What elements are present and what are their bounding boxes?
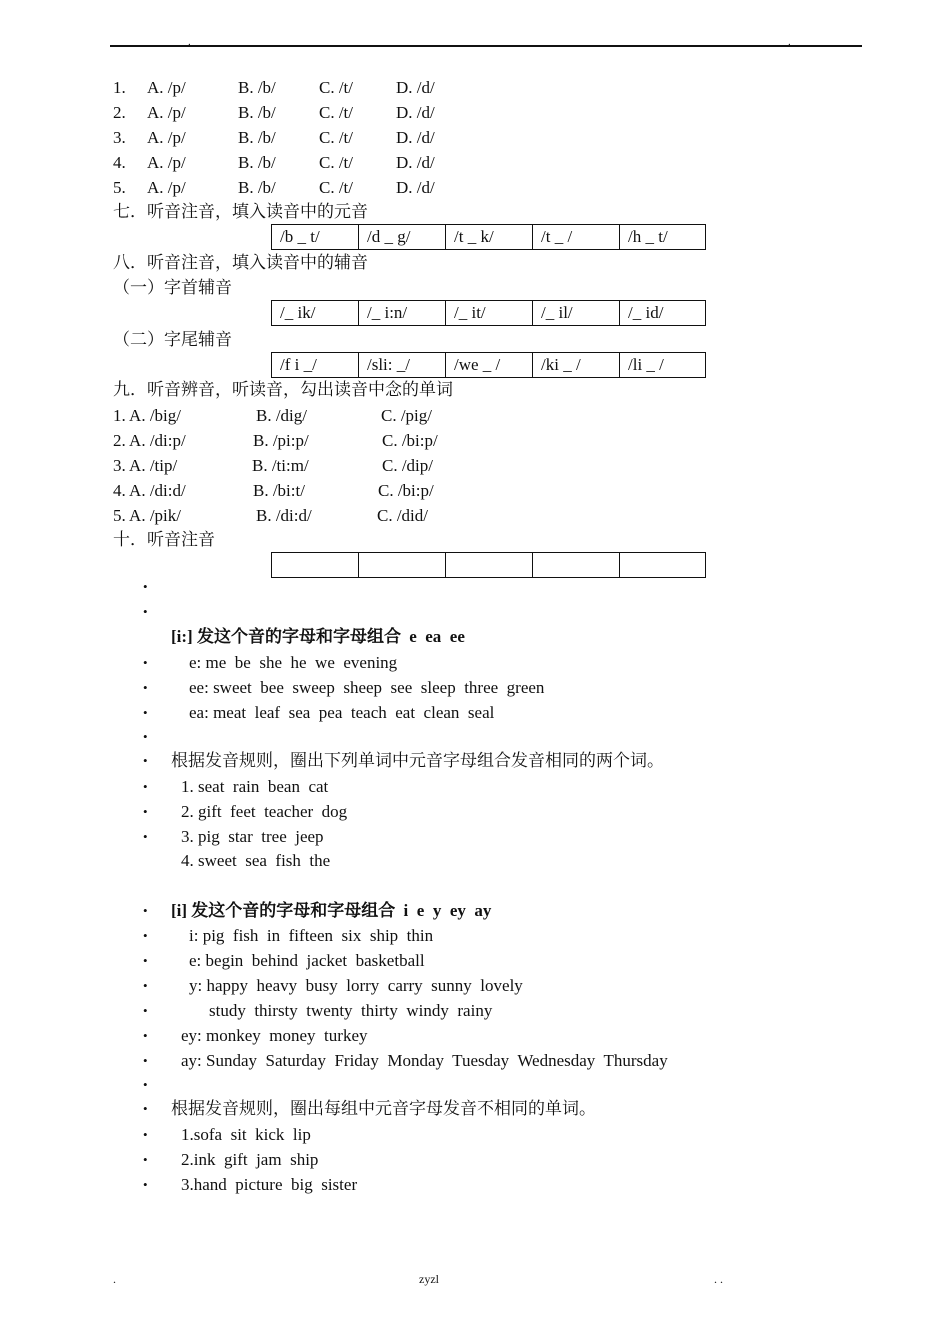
footer-right: . . <box>714 1272 723 1286</box>
short-i-y-row: y: happy heavy busy lorry carry sunny lovely <box>189 976 523 995</box>
option-a: A. /p/ <box>147 78 186 97</box>
long-ee-ea-row: ea: meat leaf sea pea teach eat clean seal <box>189 703 495 722</box>
table-cell: /_ i:n/ <box>359 301 446 326</box>
list-item: 3.hand picture big sister <box>181 1175 358 1194</box>
option-b: B. /b/ <box>238 153 276 172</box>
choice-a: 3. A. /tip/ <box>113 456 178 475</box>
option-a: A. /p/ <box>147 178 186 197</box>
table-cell: /f i _/ <box>272 353 359 378</box>
table-cell <box>359 553 446 578</box>
section8-table-initial <box>271 300 706 326</box>
section7-title: 七．听音注音，填入读音中的元音 <box>113 202 368 221</box>
option-c: C. /t/ <box>319 153 354 172</box>
bullet: • <box>143 1028 148 1043</box>
option-a: A. /p/ <box>147 103 186 122</box>
table-cell: /b _ t/ <box>272 225 359 250</box>
footer-center: zyzl <box>419 1272 439 1286</box>
table-cell: /_ id/ <box>620 301 706 326</box>
short-i-ay-row: ay: Sunday Saturday Friday Monday Tuesday Wednesday Thursday <box>181 1051 668 1070</box>
table-cell: /t _ k/ <box>446 225 533 250</box>
option-number: 3. <box>113 128 126 147</box>
table-cell <box>272 553 359 578</box>
bullet: • <box>143 1152 148 1167</box>
option-d: D. /d/ <box>396 153 435 172</box>
bullet: • <box>143 1003 148 1018</box>
option-b: B. /b/ <box>238 78 276 97</box>
choice-c: C. /did/ <box>377 506 429 525</box>
option-d: D. /d/ <box>396 78 435 97</box>
table-cell: /d _ g/ <box>359 225 446 250</box>
heading-text: [i:] 发这个音的字母和字母组合 <box>171 627 401 646</box>
header-rule <box>110 45 862 47</box>
heading-letters: e ea ee <box>409 627 465 646</box>
short-i-e-row: e: begin behind jacket basketball <box>189 951 425 970</box>
bullet: • <box>143 604 148 619</box>
option-c: C. /t/ <box>319 178 354 197</box>
bullet: • <box>143 978 148 993</box>
bullet: • <box>143 953 148 968</box>
list-item: 3. pig star tree jeep <box>181 827 324 846</box>
table-cell: /h _ t/ <box>620 225 706 250</box>
option-c: C. /t/ <box>319 128 354 147</box>
table-cell <box>620 553 706 578</box>
bullet: • <box>143 928 148 943</box>
bullet: • <box>143 1053 148 1068</box>
bullet: • <box>143 829 148 844</box>
long-ee-heading <box>171 627 465 647</box>
footer-left: . <box>113 1272 116 1286</box>
choice-b: B. /bi:t/ <box>253 481 305 500</box>
list-item: 1. seat rain bean cat <box>181 777 329 796</box>
table-cell <box>533 553 620 578</box>
section7-table <box>271 224 706 250</box>
table-cell: /ki _ / <box>533 353 620 378</box>
table-cell: /li _ / <box>620 353 706 378</box>
bullet: • <box>143 579 148 594</box>
list-item: 4. sweet sea fish the <box>181 851 331 870</box>
header-mark-left: . <box>188 36 191 48</box>
choice-b: B. /pi:p/ <box>253 431 309 450</box>
section10-title: 十．听音注音 <box>113 530 215 549</box>
short-i-heading <box>171 901 491 921</box>
table-cell: /_ it/ <box>446 301 533 326</box>
option-d: D. /d/ <box>396 103 435 122</box>
option-c: C. /t/ <box>319 78 354 97</box>
long-ee-task: 根据发音规则，圈出下列单词中元音字母组合发音相同的两个词。 <box>171 751 664 770</box>
bullet: • <box>143 804 148 819</box>
bullet: • <box>143 1101 148 1116</box>
list-item: 2.ink gift jam ship <box>181 1150 319 1169</box>
choice-b: B. /di:d/ <box>256 506 312 525</box>
choice-b: B. /dig/ <box>256 406 308 425</box>
list-item: 2. gift feet teacher dog <box>181 802 348 821</box>
heading-letters: i e y ey ay <box>403 901 492 920</box>
choice-c: C. /bi:p/ <box>382 431 438 450</box>
table-cell: /t _ / <box>533 225 620 250</box>
bullet: • <box>143 779 148 794</box>
long-ee-ee-row: ee: sweet bee sweep sheep see sleep three green <box>189 678 545 697</box>
section8-sub1: （一）字首辅音 <box>113 278 232 297</box>
heading-text: [i] 发这个音的字母和字母组合 <box>171 901 396 920</box>
short-i-y-row-2: study thirsty twenty thirty windy rainy <box>209 1001 493 1020</box>
choice-c: C. /bi:p/ <box>378 481 434 500</box>
table-cell: /sli: _/ <box>359 353 446 378</box>
choice-c: C. /dip/ <box>382 456 434 475</box>
choice-a: 1. A. /big/ <box>113 406 182 425</box>
choice-a: 5. A. /pik/ <box>113 506 182 525</box>
bullet: • <box>143 903 148 918</box>
bullet: • <box>143 1077 148 1092</box>
bullet: • <box>143 753 148 768</box>
option-c: C. /t/ <box>319 103 354 122</box>
table-cell <box>446 553 533 578</box>
choice-c: C. /pig/ <box>381 406 433 425</box>
bullet: • <box>143 729 148 744</box>
bullet: • <box>143 705 148 720</box>
short-i-task: 根据发音规则，圈出每组中元音字母发音不相同的单词。 <box>171 1099 596 1118</box>
option-d: D. /d/ <box>396 128 435 147</box>
choice-a: 2. A. /di:p/ <box>113 431 186 450</box>
choice-b: B. /ti:m/ <box>252 456 309 475</box>
bullet: • <box>143 655 148 670</box>
table-cell: /we _ / <box>446 353 533 378</box>
table-cell: /_ il/ <box>533 301 620 326</box>
option-number: 2. <box>113 103 126 122</box>
option-number: 5. <box>113 178 126 197</box>
choice-a: 4. A. /di:d/ <box>113 481 186 500</box>
option-a: A. /p/ <box>147 153 186 172</box>
long-ee-e-row: e: me be she he we evening <box>189 653 398 672</box>
table-cell: /_ ik/ <box>272 301 359 326</box>
option-b: B. /b/ <box>238 178 276 197</box>
bullet: • <box>143 680 148 695</box>
option-number: 4. <box>113 153 126 172</box>
section9-title: 九．听音辨音，听读音，勾出读音中念的单词 <box>113 380 453 399</box>
option-b: B. /b/ <box>238 128 276 147</box>
header-mark-right: . <box>788 36 791 48</box>
option-b: B. /b/ <box>238 103 276 122</box>
short-i-ey-row: ey: monkey money turkey <box>181 1026 368 1045</box>
option-a: A. /p/ <box>147 128 186 147</box>
section10-table <box>271 552 706 578</box>
section8-sub2: （二）字尾辅音 <box>113 330 232 349</box>
bullet: • <box>143 1127 148 1142</box>
bullet: • <box>143 1177 148 1192</box>
short-i-i-row: i: pig fish in fifteen six ship thin <box>189 926 434 945</box>
section8-title: 八．听音注音，填入读音中的辅音 <box>113 253 368 272</box>
option-d: D. /d/ <box>396 178 435 197</box>
option-number: 1. <box>113 78 126 97</box>
section8-table-final <box>271 352 706 378</box>
list-item: 1.sofa sit kick lip <box>181 1125 311 1144</box>
